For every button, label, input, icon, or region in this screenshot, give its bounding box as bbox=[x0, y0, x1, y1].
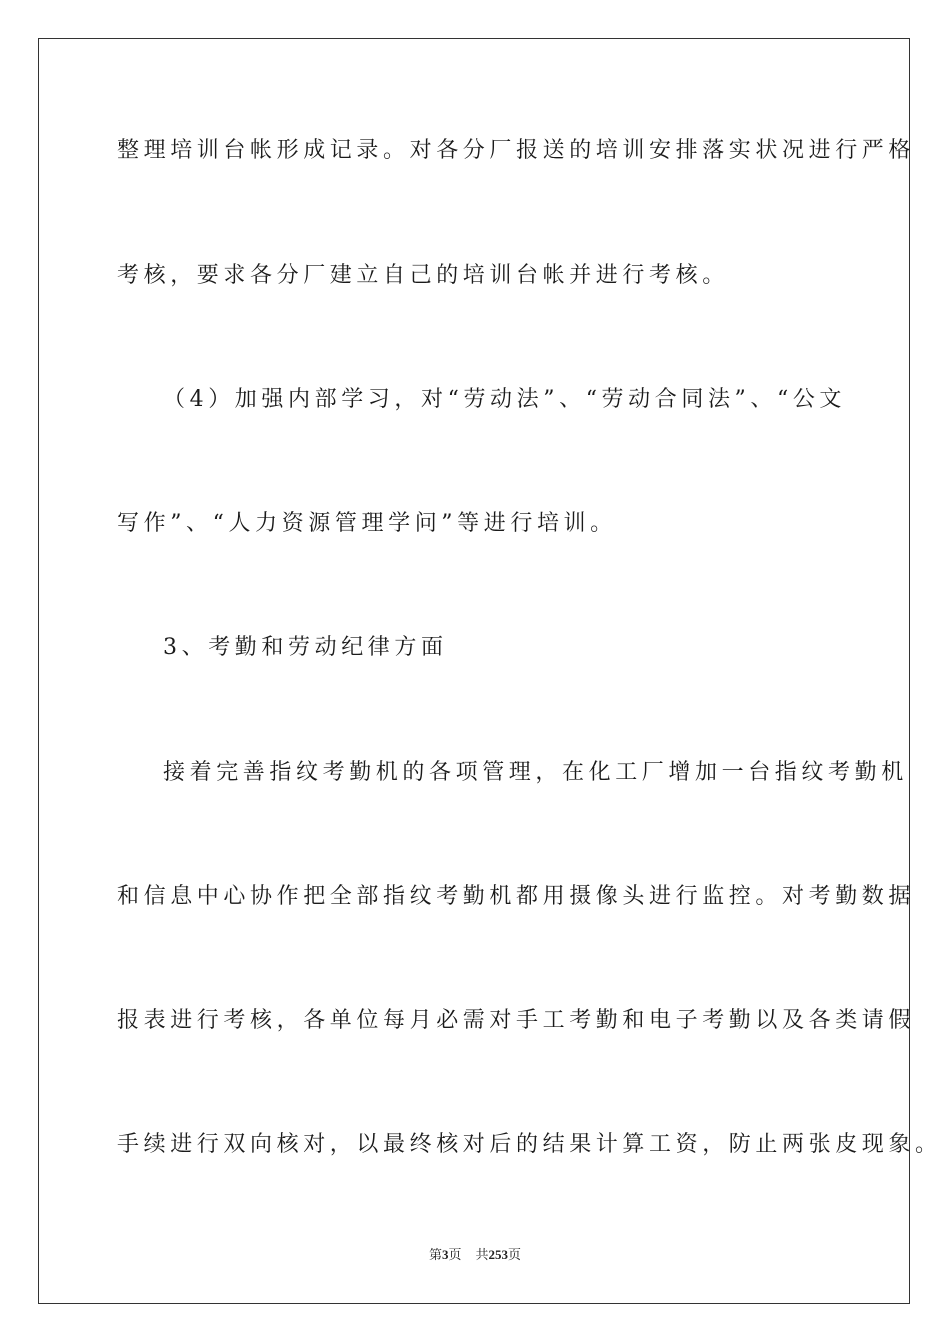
body-line-9: 手续进行双向核对，以最终核对后的结果计算工资，防止两张皮现象。 bbox=[117, 1132, 942, 1157]
page-number: 3 bbox=[441, 1247, 449, 1262]
page-suffix: 页 bbox=[448, 1247, 462, 1262]
section-heading: 3、考勤和劳动纪律方面 bbox=[163, 635, 448, 660]
body-line-7: 和信息中心协作把全部指纹考勤机都用摄像头进行监控。对考勤数据 bbox=[117, 884, 916, 909]
page-footer bbox=[0, 1246, 950, 1264]
body-line-4: 写作”、“人力资源管理学问”等进行培训。 bbox=[117, 511, 617, 536]
total-prefix: 共 bbox=[475, 1247, 489, 1262]
body-line-1: 整理培训台帐形成记录。对各分厂报送的培训安排落实状况进行严格 bbox=[117, 138, 916, 163]
total-pages: 253 bbox=[488, 1247, 509, 1262]
total-suffix: 页 bbox=[508, 1247, 522, 1262]
page-prefix: 第 bbox=[428, 1247, 442, 1262]
body-line-6: 接着完善指纹考勤机的各项管理，在化工厂增加一台指纹考勤机 bbox=[163, 760, 908, 785]
page-border bbox=[38, 38, 942, 1304]
body-line-8: 报表进行考核，各单位每月必需对手工考勤和电子考勤以及各类请假 bbox=[117, 1008, 916, 1033]
body-line-2: 考核，要求各分厂建立自己的培训台帐并进行考核。 bbox=[117, 263, 729, 288]
body-line-3: （4）加强内部学习，对“劳动法”、“劳动合同法”、“公文 bbox=[163, 387, 847, 412]
